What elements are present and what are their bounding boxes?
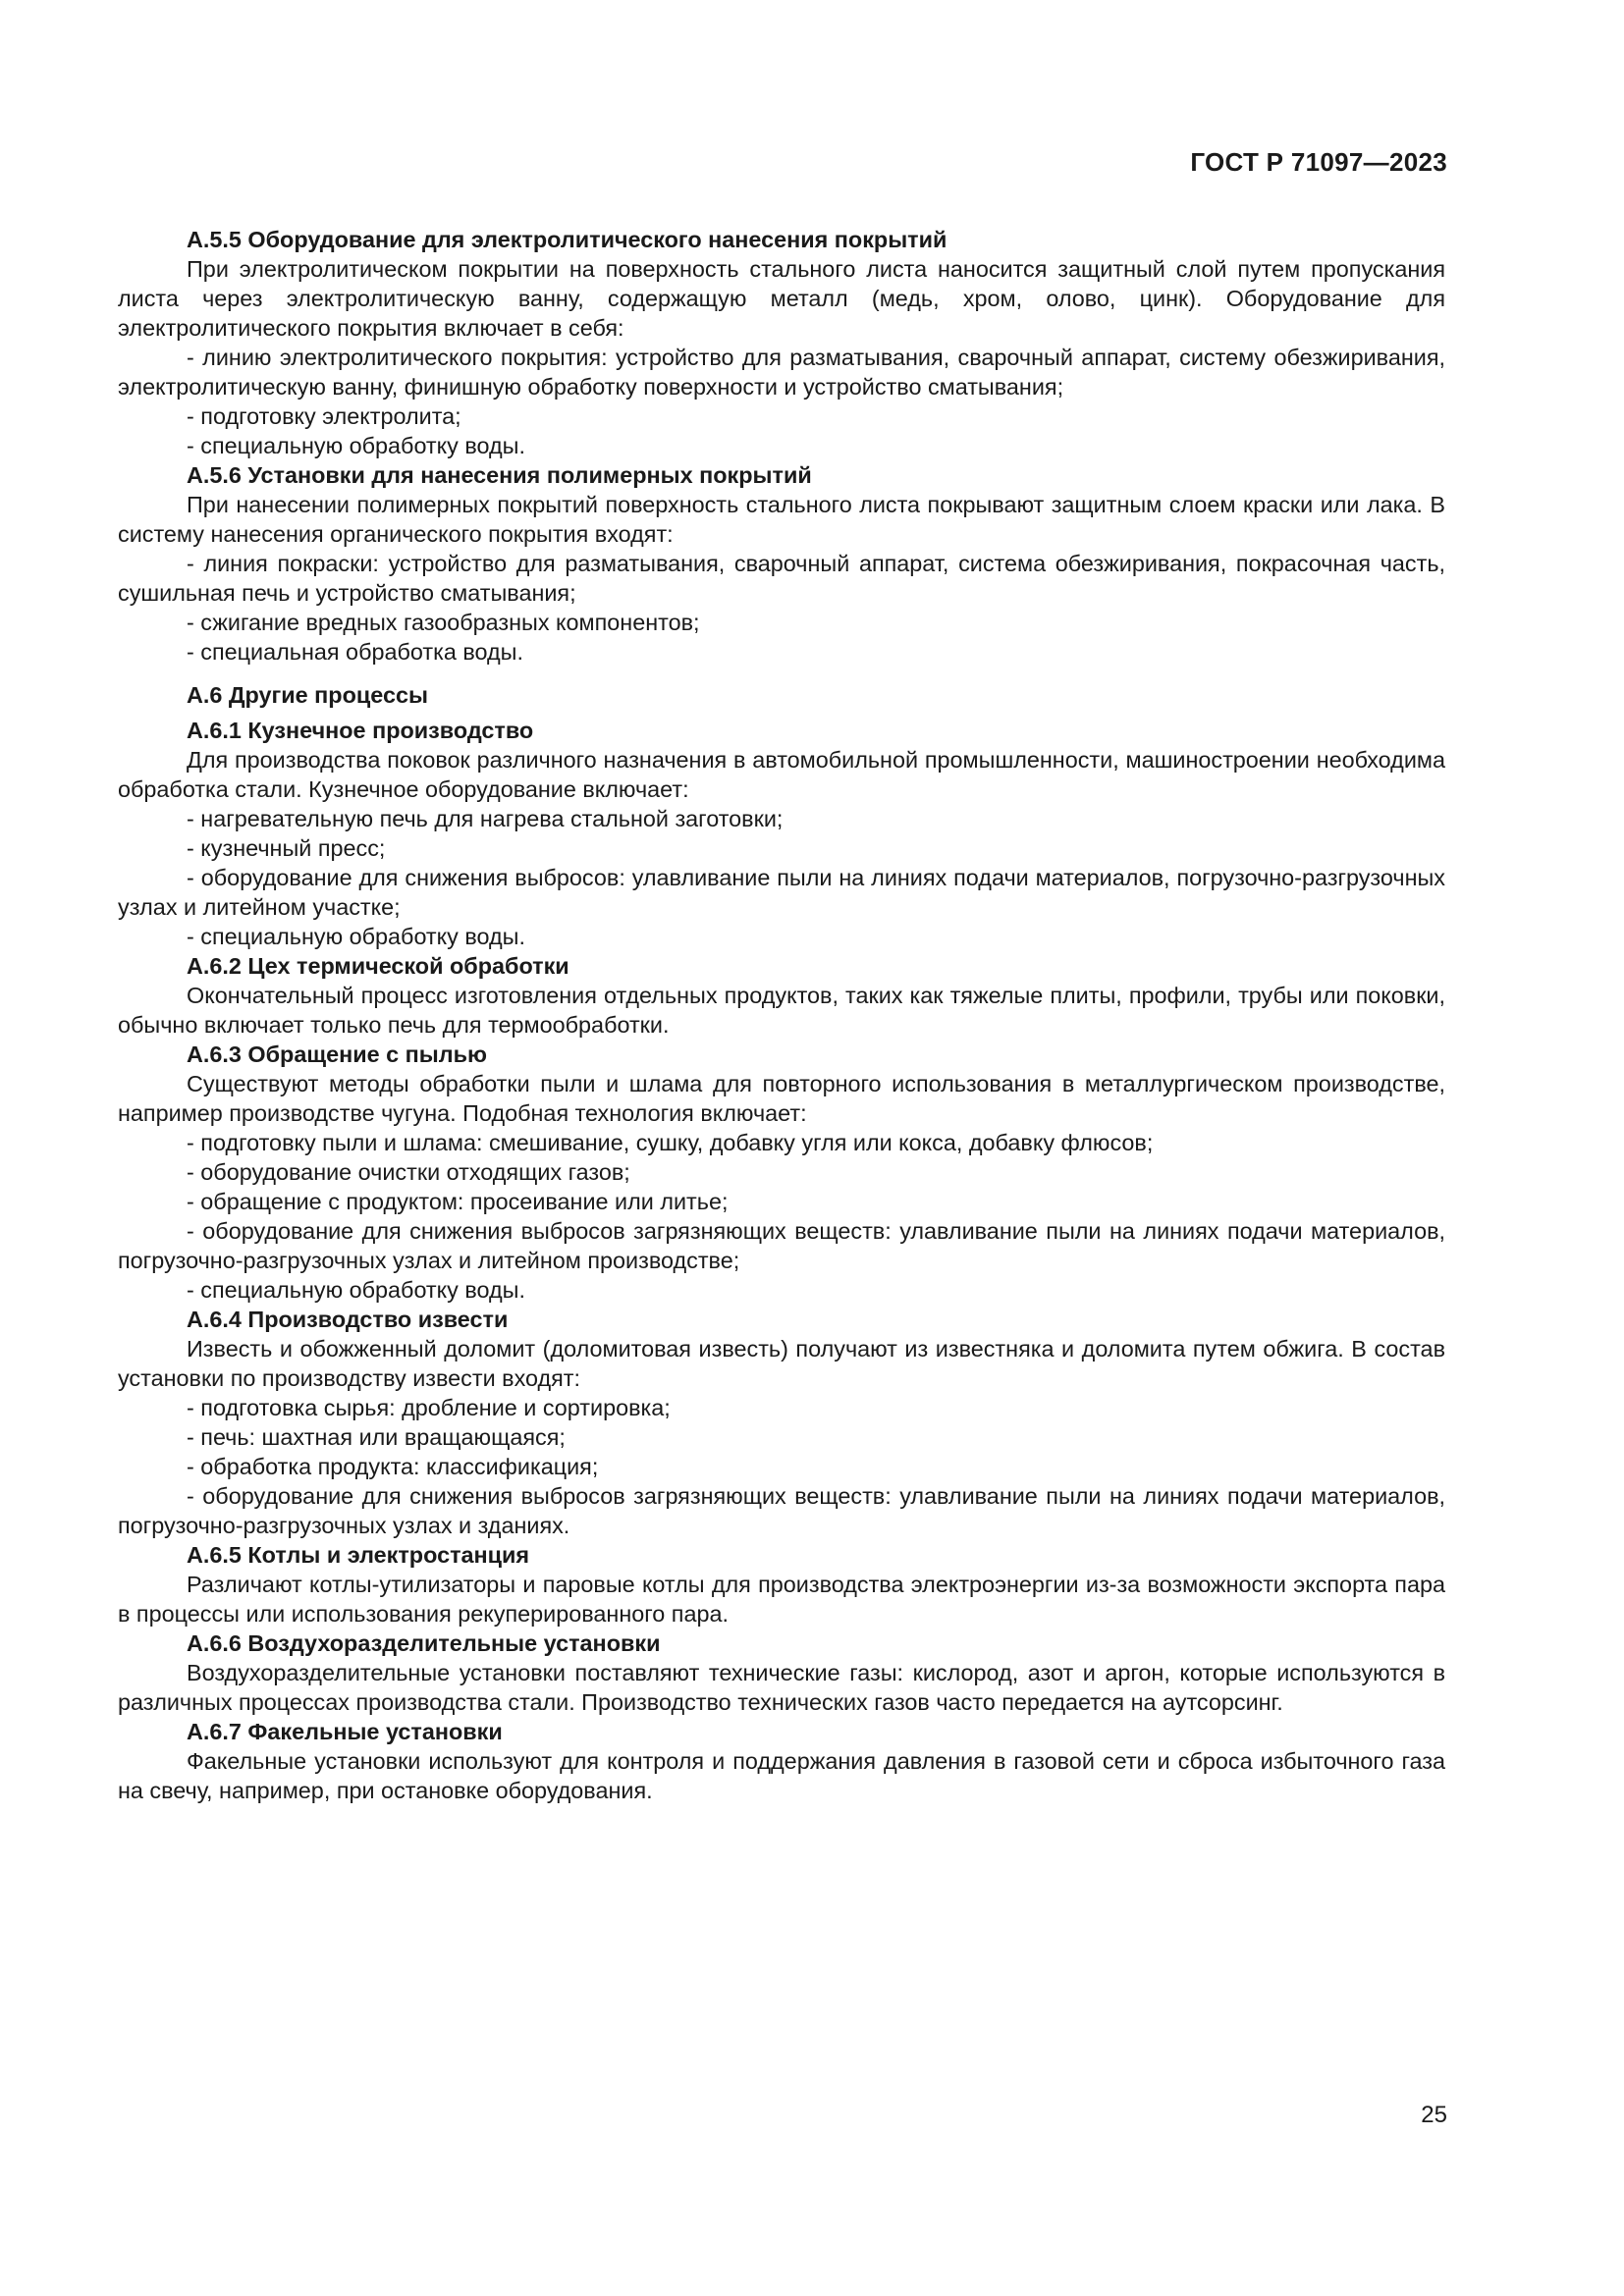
section-a-6-3 (118, 1040, 1445, 1305)
section-heading: А.6.4 Производство извести (187, 1307, 509, 1332)
section-a-5-6 (118, 460, 1445, 667)
paragraph: Факельные установки используют для контроля и поддержания давления в газовой сети и сброса избыточного газа на свечу, например, при остановке оборудования. (118, 1748, 1445, 1803)
list-item: - печь: шахтная или вращающаяся; (187, 1424, 566, 1450)
list-item: - оборудование очистки отходящих газов; (187, 1159, 630, 1185)
list-item: - специальную обработку воды. (187, 1277, 525, 1303)
list-item: - кузнечный пресс; (187, 835, 386, 861)
list-item: - специальную обработку воды. (187, 924, 525, 949)
section-a-6-1 (118, 716, 1445, 951)
list-item: - обработка продукта: классификация; (187, 1454, 599, 1479)
section-a-6-7 (118, 1717, 1445, 1805)
list-item: - подготовку пыли и шлама: смешивание, сушку, добавку угля или кокса, добавку флюсов; (187, 1130, 1154, 1155)
page-number: 25 (1421, 2102, 1447, 2128)
list-item: - специальную обработку воды. (187, 433, 525, 458)
list-item: - оборудование для снижения выбросов загрязняющих веществ: улавливание пыли на линиях подачи материалов, погрузочно-разгрузочных узлах и литейном производстве; (118, 1218, 1445, 1273)
section-heading: А.6.1 Кузнечное производство (187, 718, 534, 743)
list-item: - обращение с продуктом: просеивание или литье; (187, 1189, 729, 1214)
list-item: - оборудование для снижения выбросов загрязняющих веществ: улавливание пыли на линиях подачи материалов, погрузочно-разгрузочных узлах и зданиях. (118, 1483, 1445, 1538)
section-heading: А.5.5 Оборудование для электролитического нанесения покрытий (187, 227, 947, 252)
paragraph: Воздухоразделительные установки поставляют технические газы: кислород, азот и аргон, которые используются в различных процессах производства стали. Производство технических газов часто передается на аутсорсинг. (118, 1660, 1445, 1715)
document-body (118, 225, 1445, 1805)
list-item: - подготовку электролита; (187, 403, 461, 429)
section-heading: А.5.6 Установки для нанесения полимерных покрытий (187, 462, 812, 488)
paragraph: Окончательный процесс изготовления отдельных продуктов, таких как тяжелые плиты, профили, трубы или поковки, обычно включает только печь для термообработки. (118, 983, 1445, 1038)
document-header-id: ГОСТ Р 71097—2023 (1190, 147, 1447, 177)
list-item: - линия покраски: устройство для разматывания, сварочный аппарат, система обезжиривания, покрасочная часть, сушильная печь и устройство сматывания; (118, 551, 1445, 606)
list-item: - нагревательную печь для нагрева стальной заготовки; (187, 806, 784, 831)
section-heading: А.6.7 Факельные установки (187, 1719, 503, 1744)
section-a-6-4 (118, 1305, 1445, 1540)
list-item: - линию электролитического покрытия: устройство для разматывания, сварочный аппарат, систему обезжиривания, электролитическую ванну, финишную обработку поверхности и устройство сматывания; (118, 345, 1445, 400)
paragraph: При нанесении полимерных покрытий поверхность стального листа покрывают защитным слоем краски или лака. В систему нанесения органического покрытия входят: (118, 492, 1445, 547)
section-heading: А.6.6 Воздухоразделительные установки (187, 1630, 661, 1656)
list-item: - специальная обработка воды. (187, 639, 523, 665)
paragraph: Для производства поковок различного назначения в автомобильной промышленности, машиностроении необходима обработка стали. Кузнечное оборудование включает: (118, 747, 1445, 802)
paragraph: Различают котлы-утилизаторы и паровые котлы для производства электроэнергии из-за возможности экспорта пара в процессы или использования рекуперированного пара. (118, 1572, 1445, 1627)
section-a-5-5 (118, 225, 1445, 460)
section-heading: А.6.2 Цех термической обработки (187, 953, 569, 979)
section-a-6 (118, 680, 1445, 710)
section-heading: А.6.3 Обращение с пылью (187, 1041, 487, 1067)
section-a-6-6 (118, 1629, 1445, 1717)
section-heading: А.6.5 Котлы и электростанция (187, 1542, 530, 1568)
paragraph: При электролитическом покрытии на поверхность стального листа наносится защитный слой путем пропускания листа через электролитическую ванну, содержащую металл (медь, хром, олово, цинк). Оборудование для электролитического покрытия включает в себя: (118, 256, 1445, 341)
paragraph: Существуют методы обработки пыли и шлама для повторного использования в металлургическом производстве, например производстве чугуна. Подобная технология включает: (118, 1071, 1445, 1126)
spacer (118, 667, 1445, 680)
list-item: - сжигание вредных газообразных компонентов; (187, 610, 700, 635)
list-item: - оборудование для снижения выбросов: улавливание пыли на линиях подачи материалов, погрузочно-разгрузочных узлах и литейном участке; (118, 865, 1445, 920)
list-item: - подготовка сырья: дробление и сортировка; (187, 1395, 671, 1420)
section-a-6-5 (118, 1540, 1445, 1629)
paragraph: Известь и обожженный доломит (доломитовая известь) получают из известняка и доломита путем обжига. В состав установки по производству извести входят: (118, 1336, 1445, 1391)
section-heading: А.6 Другие процессы (187, 682, 428, 708)
section-a-6-2 (118, 951, 1445, 1040)
